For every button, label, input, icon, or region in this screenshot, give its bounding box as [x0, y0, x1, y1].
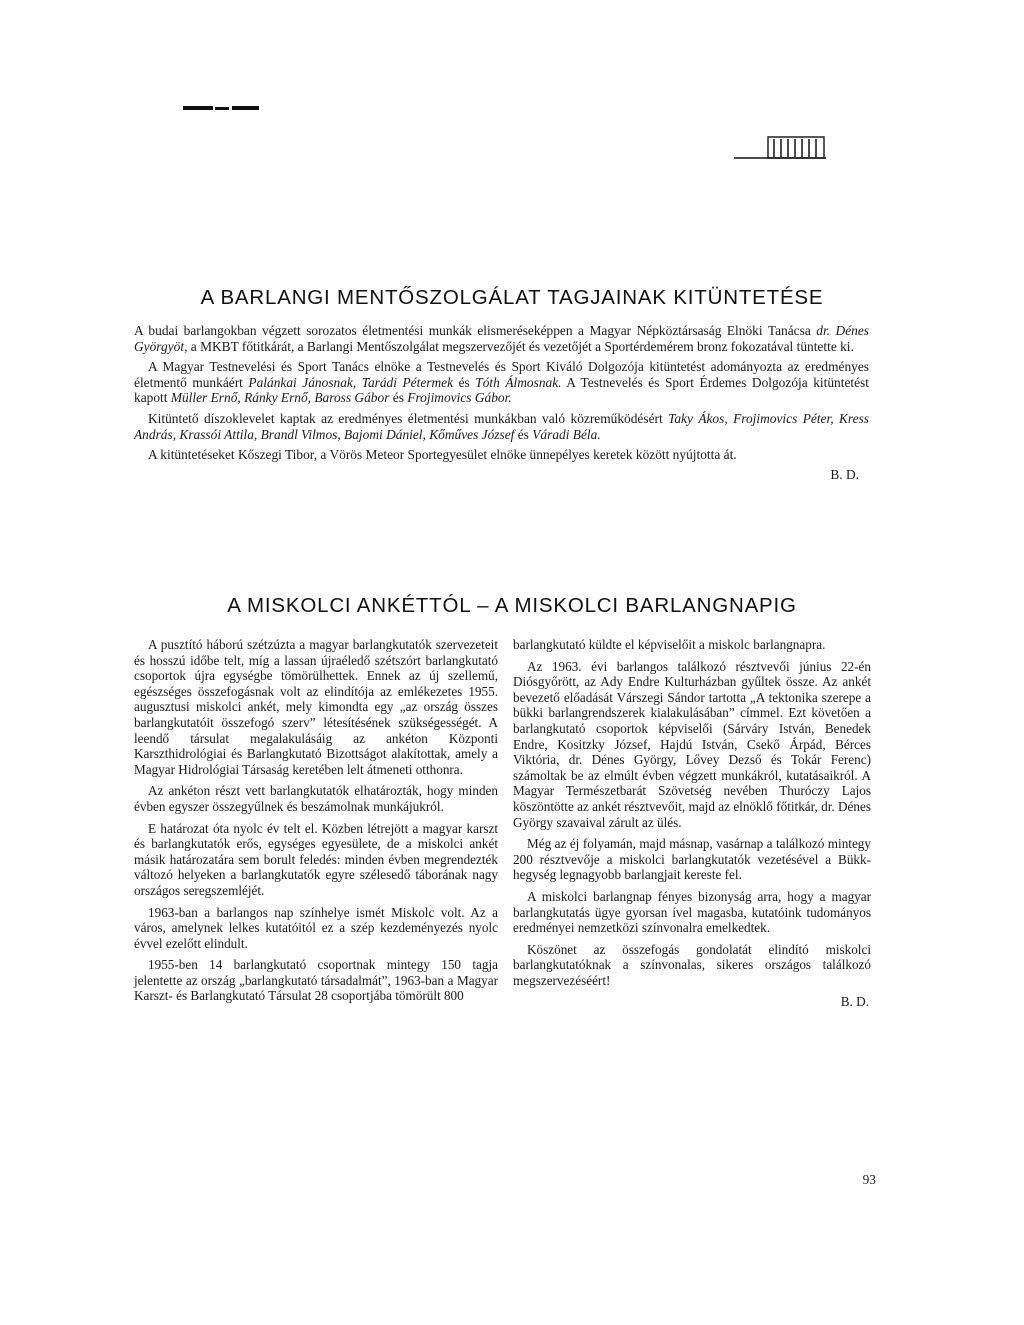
article2-left-column: [134, 637, 498, 1010]
article1-signature: B. D.: [830, 466, 859, 482]
article1-body: [134, 323, 869, 482]
article2-paragraph: A miskolci barlangnap fényes bizonyság arra, hogy a magyar barlangkutatás ügye gyorsan ível magasba, kutatóink tudományos eredményei nemzetközi színvonalra emelkedtek.: [513, 888, 871, 936]
article2-paragraph: Köszönet az összefogás gondolatát elindító miskolci barlangkutatóknak a színvonalas, sikeres országos találkozó megszervezéséért!: [513, 941, 871, 988]
publisher-logo-icon: [734, 129, 826, 159]
article2-paragraph: barlangkutató küldte el képviselőit a miskolc barlangnapra.: [513, 637, 826, 652]
article1-paragraph-4: A kitüntetéseket Kőszegi Tibor, a Vörös Meteor Sportegyesület elnöke ünnepélyes keretek között nyújtotta át.: [148, 447, 737, 463]
page-number: 93: [862, 1172, 876, 1187]
article2-paragraph: 1963-ban a barlangos nap színhelye ismét Miskolc volt. Az a város, amelynek lelkes kutatóitól ez a szép kezdeményezés nyolc évvel ezelőtt elindult.: [134, 904, 498, 951]
article2-paragraph: A pusztító háború szétzúzta a magyar barlangkutatók szervezeteit és hosszú időbe telt, míg a lassan újraéledő szétszórt barlangkutató csoportok újra egységbe tömörülhettek. Ennek az új szellemű, egészséges összefogásnak volt az elindítója az emlékezetes 1955. augusztusi miskolci ankét, mely kimondta egy „az ország összes barlangkutatóit összefogó szerv” létesítésének szükségességét. A leendő társulat megalakulásáig az ankéton Központi Karszthidrológiai és Barlangkutató Bizottságot alakítottak, amely a Magyar Hidrológiai Társaság keretében lelt átmeneti otthonra.: [134, 637, 498, 777]
article1-paragraph-2: A Magyar Testnevelési és Sport Tanács elnöke a Testnevelés és Sport Kiváló Dolgozója kitüntetést adományozta az eredményes életmentő munkáért Palánkai Jánosnak, Tarádi Pétermek és Tóth Álmosnak. A Testnevelés és Sport Érdemes Dolgozója kitüntetést kapott Müller Ernő, Ránky Ernő, Baross Gábor és Frojimovics Gábor.: [134, 359, 869, 406]
article1-title: A BARLANGI MENTŐSZOLGÁLAT TAGJAINAK KITÜNTETÉSE: [200, 286, 824, 309]
article1-paragraph-3: Kitüntető díszoklevelet kaptak az eredményes életmentési munkákban való közreműködésért Taky Ákos, Frojimovics Péter, Kress András, Krassói Attila, Brandl Vilmos, Bajomi Dániel, Kőműves József és Váradi Béla.: [134, 410, 869, 442]
article2-title: A MISKOLCI ANKÉTTÓL – A MISKOLCI BARLANGNAPIG: [227, 594, 797, 617]
article2-paragraph: E határozat óta nyolc év telt el. Közben létrejött a magyar karszt és barlangkutatók erős, egységes egyesülete, de a miskolci ankét másik határozatára sem borult feledés: minden évben megrendezték változó helyeken a barlangkutatók egyre szélesedő táborának nagy országos seregszemléjét.: [134, 820, 498, 898]
article2-paragraph: Még az éj folyamán, majd másnap, vasárnap a találkozó mintegy 200 résztvevője a miskolci barlangkutatók vezetésével a Bükk-hegység legnagyobb barlangjait kereste fel.: [513, 836, 871, 883]
article2-right-column: [513, 637, 871, 1016]
header-ink-mark: [183, 106, 259, 111]
article2-paragraph: 1955-ben 14 barlangkutató csoportnak mintegy 150 tagja jelentette az ország „barlangkutató társadalmát”, 1963-ban a Magyar Karszt- és Barlangkutató Társulat 28 csoportjába tömörült 800: [134, 957, 498, 1004]
article2-paragraph: Az 1963. évi barlangos találkozó résztvevői június 22-én Diósgyőrött, az Ady Endre Kulturházban gyűltek össze. Az ankét bevezető előadását Várszegi Sándor tartotta „A tektonika szerepe a bükki barlangrendszerek kialakulásában” címmel. Ezt követően a barlangkutató csoportok képviselői (Sárváry István, Benedek Endre, Kositzky József, Hajdú István, Csekő Árpád, Bérces Viktória, dr. Dénes György, Lővey Dezső és Tokár Ferenc) számoltak be az elmúlt évben végzett munkákról, kutatásaikról. A Magyar Természetbarát Szövetség nevében Thuróczy Lajos köszöntötte az ankét résztvevőit, majd az elnöklő főtitkár, dr. Dénes György szavaival zárult az ülés.: [513, 658, 871, 830]
article2-signature: B. D.: [840, 994, 869, 1010]
article2-paragraph: Az ankéton részt vett barlangkutatók elhatározták, hogy minden évben egyszer összegyűlnek és beszámolnak munkájukról.: [134, 783, 498, 814]
article1-paragraph-1: A budai barlangokban végzett sorozatos életmentési munkák elismeréseképpen a Magyar Népköztársaság Elnöki Tanácsa dr. Dénes Györgyöt, a MKBT főtitkárát, a Barlangi Mentőszolgálat megszervezőjét és vezetőjét a Sportérdemérem bronz fokozatával tüntette ki.: [134, 323, 869, 354]
